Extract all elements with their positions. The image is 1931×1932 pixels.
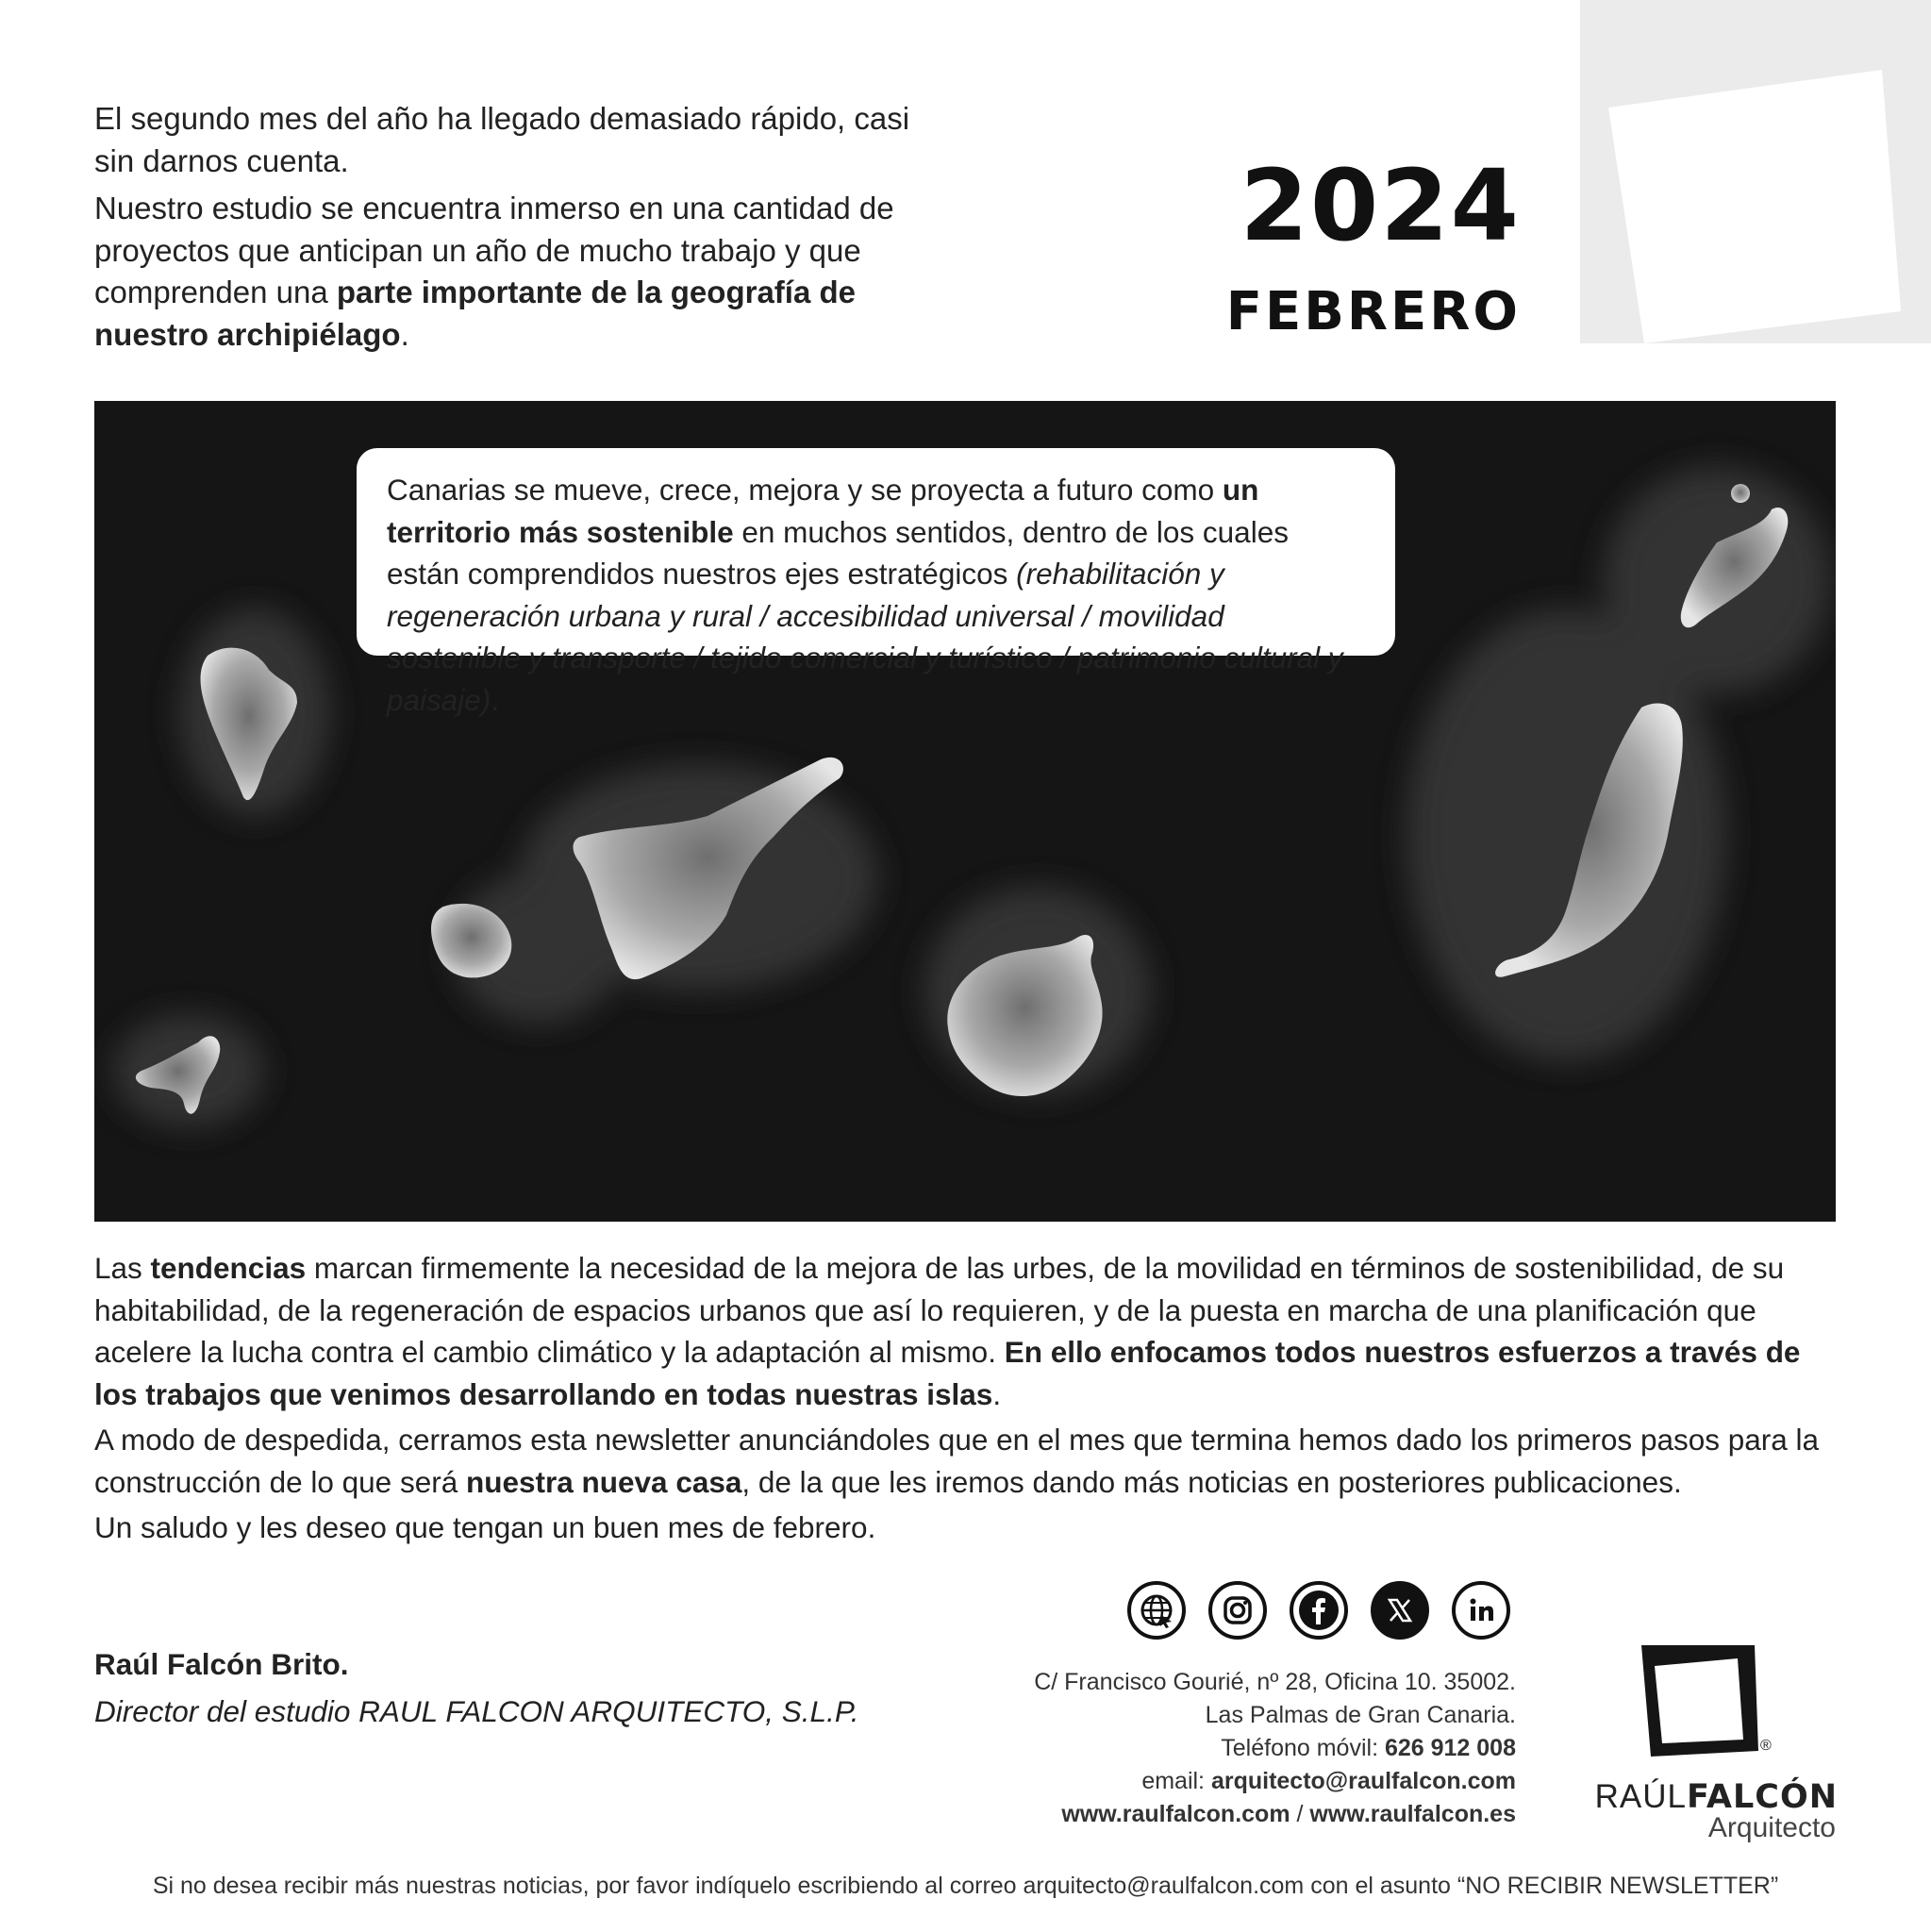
body-p1-bold1: tendencias [150, 1251, 307, 1285]
intro-p2-end: . [400, 316, 409, 352]
body-p2-bold: nuestra nueva casa [465, 1464, 742, 1499]
intro-text [94, 98, 924, 361]
logo-name-light: RAÚL [1594, 1778, 1687, 1815]
intro-p2-bold: parte importante de la geografía de nuestro archipiélago [94, 275, 856, 352]
logo-subtitle: Arquitecto [1707, 1812, 1836, 1843]
web-icon[interactable] [1127, 1581, 1186, 1640]
contact-email-line [943, 1765, 1516, 1798]
contact-phone-line [943, 1732, 1516, 1765]
canary-islands-image [94, 401, 1836, 1222]
linkedin-icon[interactable] [1452, 1581, 1510, 1640]
unsubscribe-footer: Si no desea recibir más nuestras noticias, por favor indíquelo escribiendo al correo arquitecto@raulfalcon.com con el asunto “NO RECIBIR NEWSLETTER” [152, 1873, 1779, 1899]
logo-icon [1641, 1645, 1758, 1761]
contact-info [943, 1666, 1516, 1831]
social-links [1127, 1581, 1510, 1640]
signature-title: Director del estudio RAUL FALCON ARQUITECTO, S.L.P. [94, 1694, 859, 1728]
body-paragraph-3: Un saludo y les deseo que tengan un buen mes de febrero. [94, 1510, 876, 1544]
body-p2-a: A modo de despedida, cerramos esta newsletter anunciándoles que en el mes que termina hemos dado los primeros pasos para la construcción de lo que será [94, 1423, 1820, 1499]
callout-italic: (rehabilitación y regeneración urbana y rural / accesibilidad universal / movilidad sostenible y transporte / tejido comercial y turístico / patrimonio cultural y paisaje) [387, 557, 1343, 717]
body-paragraph-2 [94, 1419, 1839, 1503]
logo-wordmark [1572, 1778, 1838, 1816]
year-title: 2024 [1240, 148, 1521, 263]
logo-name-bold: FALCÓN [1686, 1778, 1838, 1816]
email-label: email: [1141, 1768, 1211, 1794]
callout-bold: un territorio más sostenible [387, 473, 1259, 549]
intro-paragraph-1: El segundo mes del año ha llegado demasiado rápido, casi sin darnos cuenta. [94, 101, 910, 178]
body-p1-b: marcan firmemente la necesidad de la mejora de las urbes, de la movilidad en términos de sostenibilidad, de su habitabilidad, de la regeneración de espacios urbanos que así lo requieren, y de la puesta en marcha de una planificación que acelere la lucha contra el cambio climático y la adaptación al mismo. [94, 1251, 1785, 1369]
callout-text-b: en muchos sentidos, dentro de los cuales están comprendidos nuestros ejes estratégicos [387, 514, 1289, 591]
x-icon[interactable] [1371, 1581, 1429, 1640]
web-separator: / [1290, 1801, 1310, 1827]
web-link-com[interactable]: www.raulfalcon.com [1061, 1801, 1290, 1827]
callout-text [387, 469, 1365, 721]
body-text [94, 1247, 1839, 1553]
logo-square-icon [1580, 0, 1931, 343]
month-title: FEBRERO [1225, 281, 1521, 342]
body-p1-end: . [992, 1376, 1002, 1411]
email-link[interactable]: arquitecto@raulfalcon.com [1210, 1768, 1516, 1794]
contact-web-line [943, 1798, 1516, 1831]
contact-address-1: C/ Francisco Gourié, nº 28, Oficina 10. 35002. [1034, 1669, 1516, 1695]
graciosa-island [1731, 484, 1750, 503]
intro-paragraph-2 [94, 188, 924, 356]
intro-p2-text: Nuestro estudio se encuentra inmerso en una cantidad de proyectos que anticipan un año de mucho trabajo y que comprenden una [94, 191, 894, 309]
corner-decoration [1580, 0, 1931, 343]
phone-number[interactable]: 626 912 008 [1384, 1735, 1516, 1761]
callout-text-a: Canarias se mueve, crece, mejora y se proyecta a futuro como [387, 473, 1223, 507]
body-p1-a: Las [94, 1251, 151, 1285]
signature-name: Raúl Falcón Brito. [94, 1647, 349, 1681]
body-p1-bold2: En ello enfocamos todos nuestros esfuerzos a través de los trabajos que venimos desarrollando en todas nuestras islas [94, 1335, 1801, 1411]
phone-label: Teléfono móvil: [1221, 1735, 1385, 1761]
body-p2-b: , de la que les iremos dando más noticias en posteriores publicaciones. [741, 1464, 1682, 1499]
body-paragraph-1 [94, 1247, 1839, 1415]
logo-registered-mark: ® [1760, 1738, 1772, 1754]
contact-address-2: Las Palmas de Gran Canaria. [1205, 1702, 1516, 1728]
web-link-es[interactable]: www.raulfalcon.es [1309, 1801, 1516, 1827]
instagram-icon[interactable] [1208, 1581, 1267, 1640]
facebook-icon[interactable] [1290, 1581, 1348, 1640]
callout-end: . [491, 682, 500, 717]
callout-box [357, 448, 1395, 717]
